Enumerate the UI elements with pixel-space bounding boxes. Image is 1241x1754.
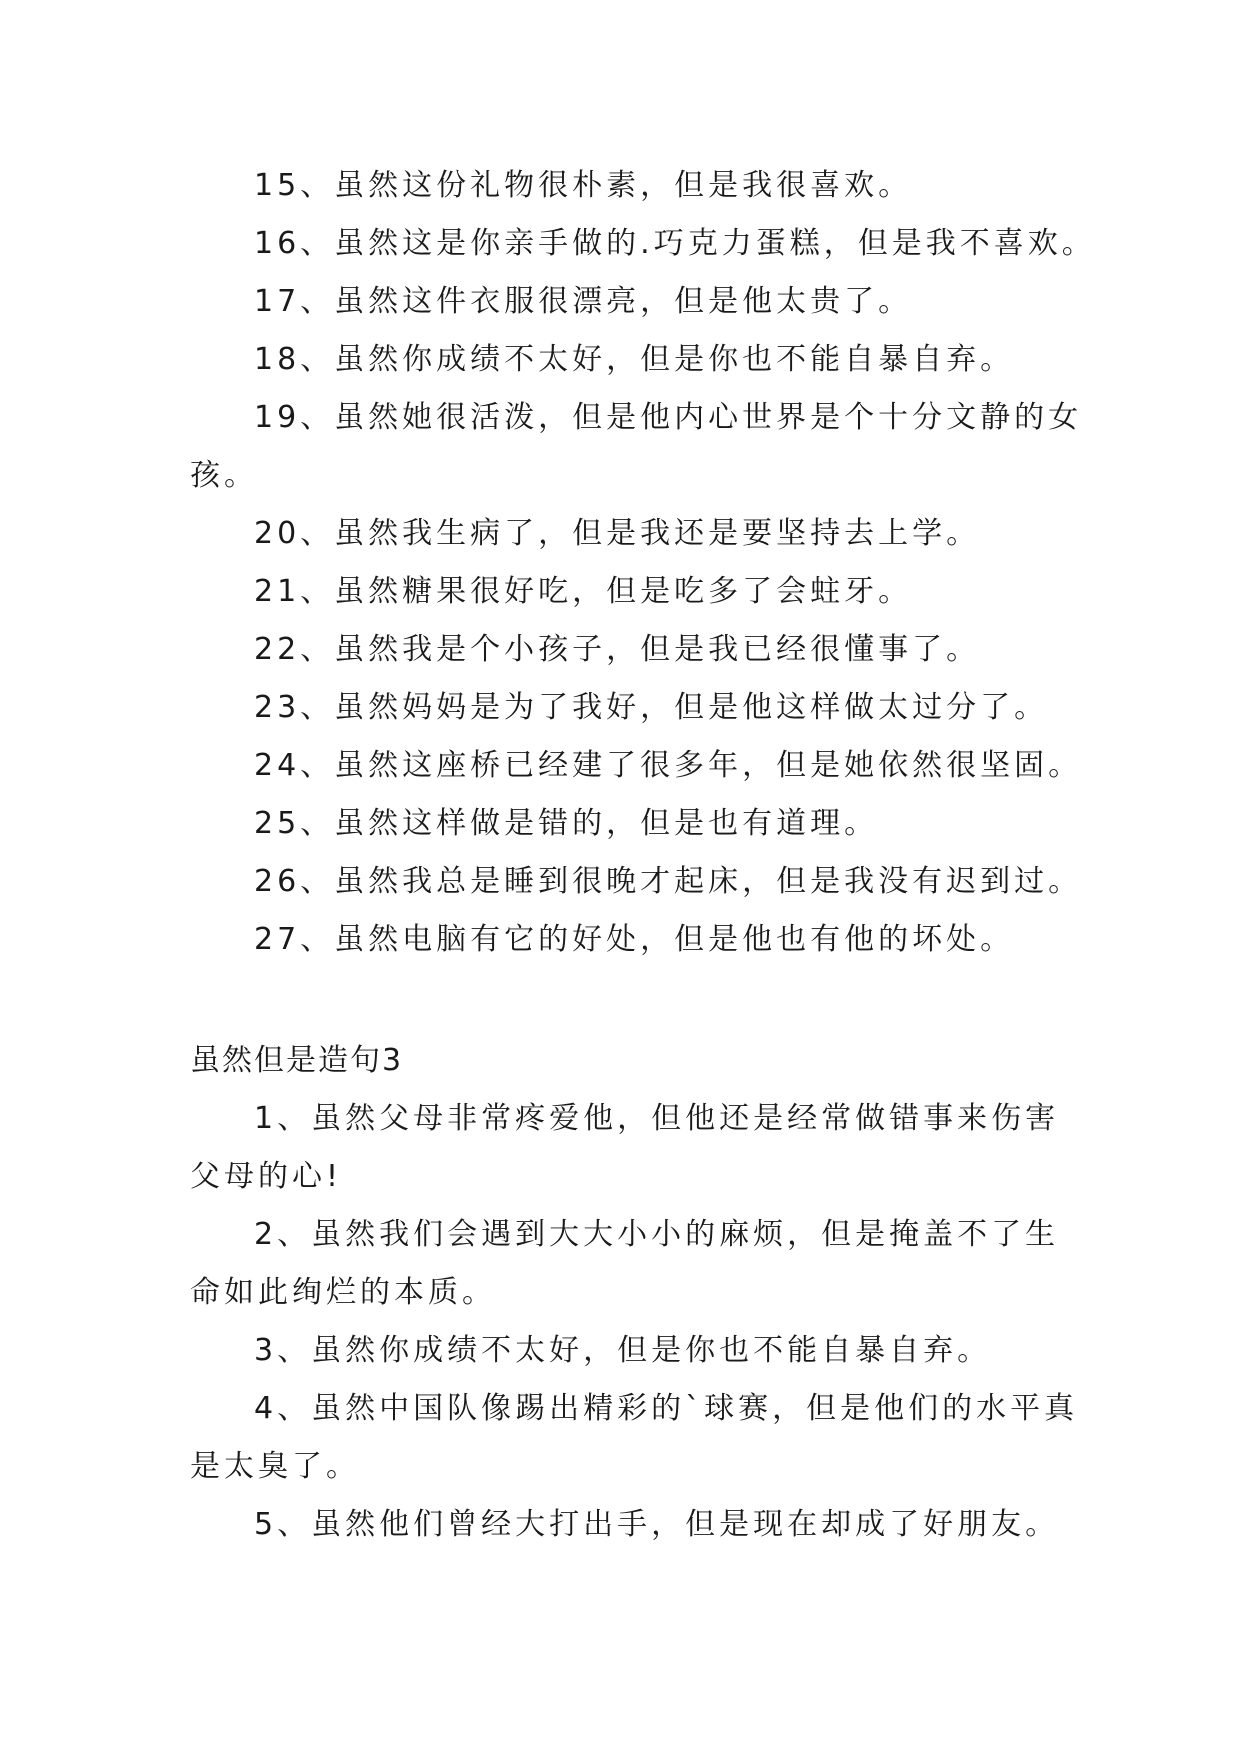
sentence-27: 27、虽然电脑有它的好处，但是他也有他的坏处。 <box>254 922 1015 957</box>
sentence-21: 21、虽然糖果很好吃，但是吃多了会蛀牙。 <box>254 574 913 609</box>
sentence-15: 15、虽然这份礼物很朴素，但是我很喜欢。 <box>254 168 913 203</box>
sentence-22: 22、虽然我是个小孩子，但是我已经很懂事了。 <box>254 632 981 667</box>
sentence-23: 23、虽然妈妈是为了我好，但是他这样做太过分了。 <box>254 690 1049 725</box>
sentence-26: 26、虽然我总是睡到很晚才起床，但是我没有迟到过。 <box>254 864 1083 899</box>
sentence-1-continued: 父母的心! <box>190 1159 343 1194</box>
sentence-17: 17、虽然这件衣服很漂亮，但是他太贵了。 <box>254 284 913 319</box>
sentence-2: 2、虽然我们会遇到大大小小的麻烦，但是掩盖不了生 <box>254 1217 1060 1252</box>
sentence-16: 16、虽然这是你亲手做的.巧克力蛋糕，但是我不喜欢。 <box>254 226 1096 261</box>
sentence-25: 25、虽然这样做是错的，但是也有道理。 <box>254 806 879 841</box>
sentence-1: 1、虽然父母非常疼爱他，但他还是经常做错事来伤害 <box>254 1101 1060 1136</box>
sentence-list-2 <box>190 1032 1079 1554</box>
sentence-18: 18、虽然你成绩不太好，但是你也不能自暴自弃。 <box>254 342 1015 377</box>
sentence-4-continued: 是太臭了。 <box>190 1449 360 1484</box>
sentence-20: 20、虽然我生病了，但是我还是要坚持去上学。 <box>254 516 981 551</box>
sentence-list-1 <box>190 157 1096 969</box>
sentence-4: 4、虽然中国队像踢出精彩的`球赛，但是他们的水平真 <box>254 1391 1079 1426</box>
sentence-19-continued: 孩。 <box>190 458 258 493</box>
sentence-19: 19、虽然她很活泼，但是他内心世界是个十分文静的女 <box>254 400 1083 435</box>
sentence-3: 3、虽然你成绩不太好，但是你也不能自暴自弃。 <box>254 1333 992 1368</box>
section-heading: 虽然但是造句3 <box>190 1043 404 1078</box>
sentence-2-continued: 命如此绚烂的本质。 <box>190 1275 496 1310</box>
sentence-24: 24、虽然这座桥已经建了很多年，但是她依然很坚固。 <box>254 748 1083 783</box>
sentence-5: 5、虽然他们曾经大打出手，但是现在却成了好朋友。 <box>254 1507 1060 1542</box>
